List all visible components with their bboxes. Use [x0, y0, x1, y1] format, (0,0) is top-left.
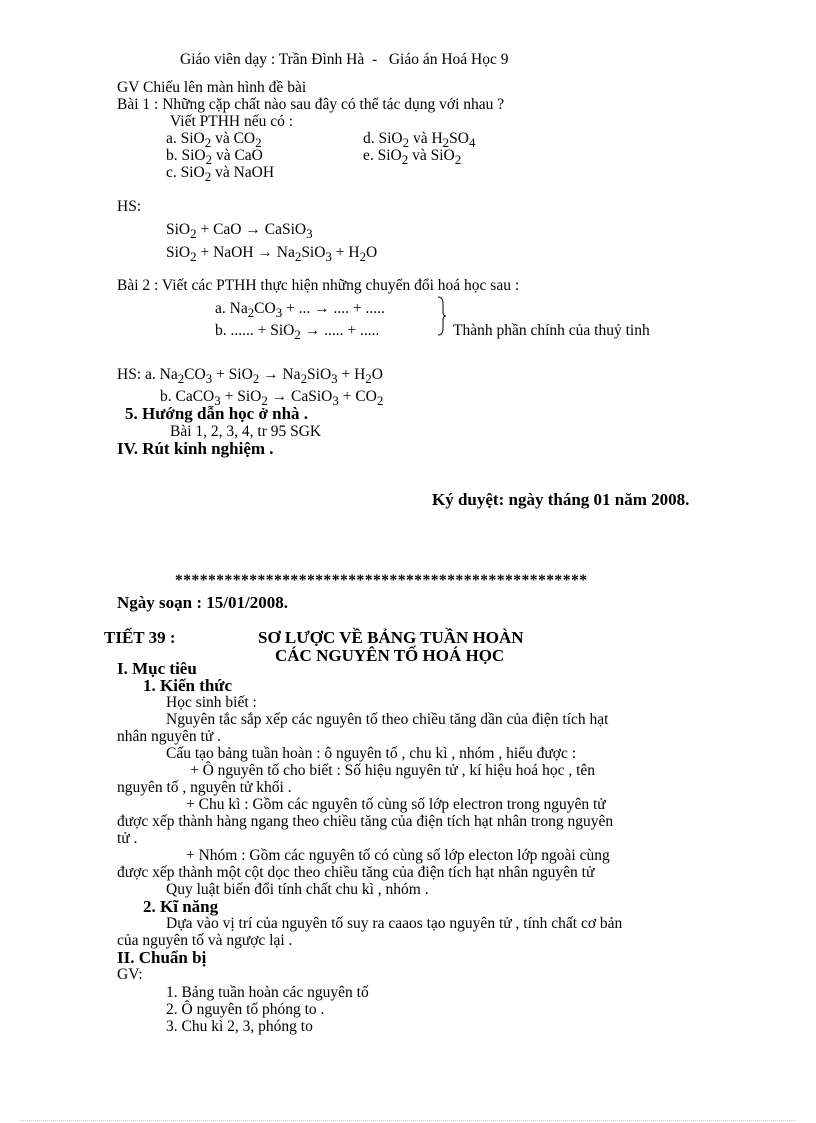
knowledge-line: + Nhóm : Gồm các nguyên tố có cùng số lớp electon lớp ngoài cùng: [186, 847, 610, 864]
experience-heading: IV. Rút kinh nghiệm .: [117, 439, 274, 458]
prepared-date: Ngày soạn : 15/01/2008.: [117, 593, 288, 612]
gv-label: GV:: [117, 966, 143, 983]
hs-answer-a: HS: a. $Na_2CO_3 + SiO_2 \to Na_2SiO_3 + H_2O$: [117, 366, 383, 387]
brace-icon: [437, 296, 447, 336]
hs-answer-b: b. CaCO$_3$ + SiO$_2$ → CaSiO$_3$ + $CO_2$: [160, 388, 384, 409]
lesson-title-1: SƠ LƯỢC VỀ BẢNG TUẦN HOÀN: [258, 628, 524, 647]
divider-stars: **************************************************: [175, 572, 588, 589]
arrow-icon: →: [245, 221, 261, 238]
option-e: e. SiO$_2$ và SiO$_2$: [363, 147, 462, 168]
knowledge-line: + Chu kì : Gồm các nguyên tố cùng số lớp electron trong nguyên tử: [186, 796, 606, 813]
exercise-2-b: b. ...... + SiO$_2$ → ..... + .....: [215, 322, 380, 343]
page-header: [180, 51, 508, 68]
knowledge-line: Học sinh biết :: [166, 694, 257, 711]
knowledge-line: nguyên tố , nguyên tử khối .: [117, 779, 292, 796]
preparation-heading: II. Chuẩn bị: [117, 948, 207, 967]
exercise-1-title: Bài 1 : Những cặp chất nào sau đây có thể tác dụng với nhau ?: [117, 96, 505, 113]
objectives-heading: I. Mục tiêu: [117, 659, 197, 678]
knowledge-line: Cấu tạo bảng tuần hoàn : ô nguyên tố , chu kì , nhóm , hiểu được :: [166, 745, 577, 762]
knowledge-line: nhân nguyên tử .: [117, 728, 221, 745]
signature-line: Ký duyệt: ngày tháng 01 năm 2008.: [432, 490, 690, 509]
homework-content: Bài 1, 2, 3, 4, tr 95 SGK: [170, 423, 322, 440]
knowledge-line: Quy luật biến đổi tính chất chu kì , nhóm .: [166, 881, 429, 898]
knowledge-line: Nguyên tắc sắp xếp các nguyên tố theo chiều tăng dần của điện tích hạt: [166, 711, 609, 728]
exercise-1-subtitle: Viết PTHH nếu có :: [170, 113, 294, 130]
lesson-title-2: CÁC NGUYÊN TỐ HOÁ HỌC: [275, 646, 505, 665]
brace-annotation: Thành phần chính của thuỷ tinh: [453, 322, 650, 339]
knowledge-line: + Ô nguyên tố cho biết : Số hiệu nguyên tử , kí hiệu hoá học , tên: [190, 762, 596, 779]
preparation-item: 3. Chu kì 2, 3, phóng to: [166, 1018, 313, 1035]
equation-1: SiO$_2$ + CaO → CaSiO$_3$: [166, 221, 313, 242]
arrow-icon: →: [257, 244, 273, 261]
option-c: c. SiO$_2$ và NaOH: [166, 164, 275, 185]
skills-line: Dựa vào vị trí của nguyên tố suy ra caaos tạo nguyên tử , tính chất cơ bản: [166, 915, 623, 932]
skills-line: của nguyên tố và ngược lại .: [117, 932, 293, 949]
arrow-icon: →: [271, 388, 288, 405]
header-separator: -: [372, 51, 378, 68]
header-teacher: Giáo viên dạy : Trần Đình Hà: [180, 51, 365, 68]
arrow-icon: →: [263, 366, 279, 383]
arrow-icon: →: [314, 300, 330, 317]
homework-heading: 5. Hướng dẫn học ở nhà .: [125, 404, 309, 423]
exercise-2-title: Bài 2 : Viết các PTHH thực hiện những chuyển đổi hoá học sau :: [117, 277, 520, 294]
option-d: d. SiO$_2$ và $H_2SO_4$: [363, 130, 476, 151]
preparation-item: 2. Ô nguyên tố phóng to .: [166, 1001, 325, 1018]
page-bottom-border: [20, 1120, 796, 1121]
equation-2: SiO$_2$ + NaOH → $Na_2SiO_3 + H_2O$: [166, 244, 378, 265]
exercise-2-a: a. $Na_2CO_3$ + ... → .... + .....: [215, 300, 385, 321]
arrow-icon: →: [304, 322, 321, 339]
knowledge-line: tử .: [117, 830, 138, 847]
knowledge-line: được xếp thành một cột dọc theo chiều tăng của điện tích hạt nhân nguyên tử: [117, 864, 595, 881]
knowledge-line: được xếp thành hàng ngang theo chiều tăng của điện tích hạt nhân trong nguyên: [117, 813, 614, 830]
knowledge-heading: 1. Kiến thức: [143, 676, 233, 695]
option-b: b. SiO$_2$ và CaO: [166, 147, 263, 168]
option-a: a. SiO$_2$ và $CO_2$: [166, 130, 262, 151]
intro-line: GV Chiếu lên màn hình đề bài: [117, 79, 307, 96]
lesson-number: TIẾT 39 :: [104, 628, 176, 647]
hs-label-1: HS:: [117, 198, 142, 215]
skills-heading: 2. Kĩ năng: [143, 897, 219, 916]
header-subject: Giáo án Hoá Học 9: [388, 51, 509, 68]
preparation-item: 1. Bảng tuần hoàn các nguyên tố: [166, 984, 369, 1001]
